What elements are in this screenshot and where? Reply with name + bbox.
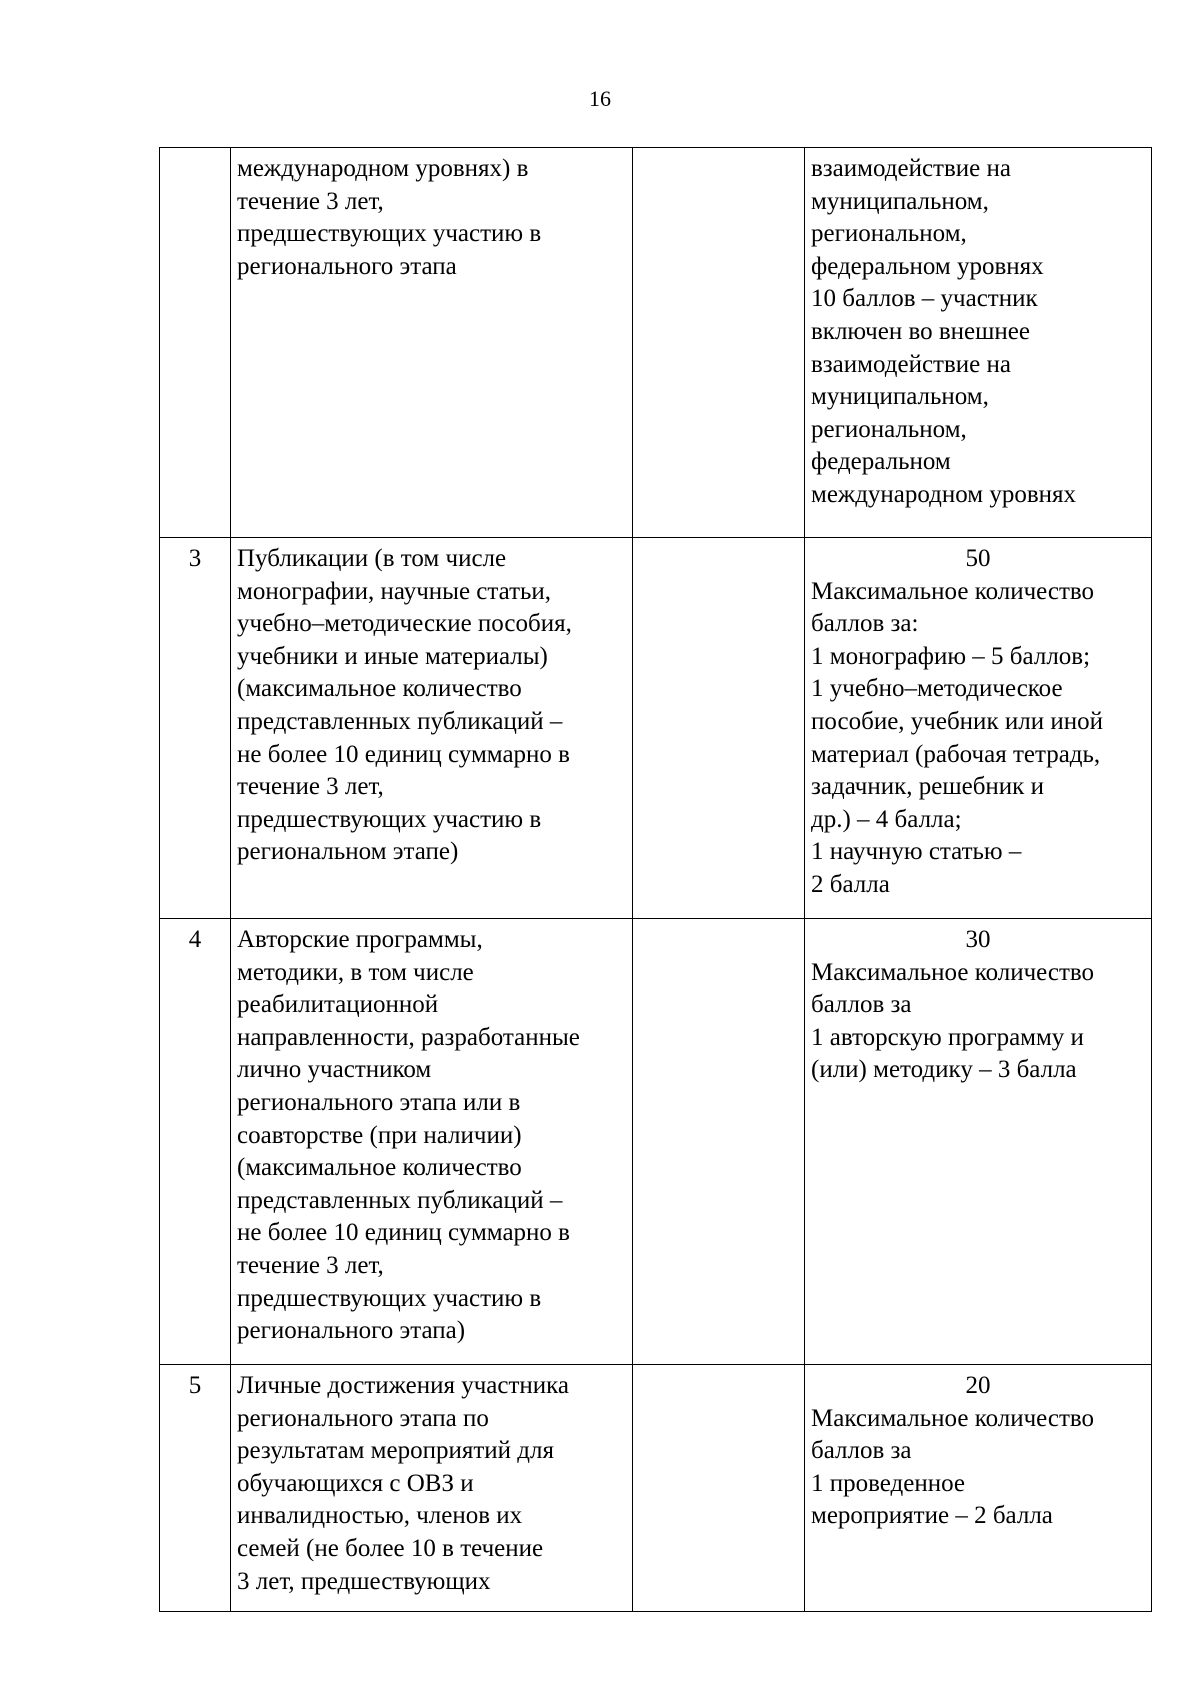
- score-description: взаимодействие на муниципальном, региональном, федеральном уровнях 10 баллов – участник включен во внешнее взаимодействие на муниципальном, региональном, федеральном международном уровнях: [811, 155, 1077, 508]
- score-value: 50: [965, 545, 991, 572]
- evidence-cell: [633, 1365, 805, 1612]
- score-cell: [805, 1365, 1152, 1612]
- evidence-cell: [633, 148, 805, 538]
- page-number: 16: [589, 86, 611, 111]
- score-cell: [805, 148, 1152, 538]
- table-row: [160, 148, 1152, 538]
- table-row: [160, 919, 1152, 1365]
- score-cell: [805, 919, 1152, 1365]
- criterion-text: Публикации (в том числе монографии, научные статьи, учебно–методические пособия, учебники и иные материалы) (максимальное количество представленных публикаций – не более 10 единиц суммарно в течение 3 лет, предшествующих участию в региональном этапе): [231, 538, 633, 919]
- evidence-cell: [633, 538, 805, 919]
- row-number: 5: [160, 1365, 231, 1612]
- score-description: Максимальное количество баллов за 1 проведенное мероприятие – 2 балла: [811, 1404, 1095, 1530]
- score-cell: [805, 538, 1152, 919]
- row-number: 3: [160, 538, 231, 919]
- criteria-table: [159, 147, 1152, 1612]
- score-description: Максимальное количество баллов за: 1 монографию – 5 баллов; 1 учебно–методическое пособие, учебник или иной материал (рабочая тетрадь, задачник, решебник и др.) – 4 балла; 1 научную статью – 2 балла: [811, 577, 1103, 898]
- table-row: [160, 1365, 1152, 1612]
- row-number: 4: [160, 919, 231, 1365]
- criterion-text: Авторские программы, методики, в том числе реабилитационной направленности, разработанные лично участником регионального этапа или в соавторстве (при наличии) (максимальное количество представленных публикаций – не более 10 единиц суммарно в течение 3 лет, предшествующих участию в регионального этапа): [231, 919, 633, 1365]
- score-value: 30: [965, 926, 991, 953]
- row-number: [160, 148, 231, 538]
- table-row: [160, 538, 1152, 919]
- score-value: 20: [965, 1372, 991, 1399]
- score-description: Максимальное количество баллов за 1 авторскую программу и (или) методику – 3 балла: [811, 958, 1095, 1084]
- evidence-cell: [633, 919, 805, 1365]
- criterion-text: международном уровнях) в течение 3 лет, предшествующих участию в регионального этапа: [231, 148, 633, 538]
- criterion-text: Личные достижения участника регионального этапа по результатам мероприятий для обучающихся с ОВЗ и инвалидностью, членов их семей (не более 10 в течение 3 лет, предшествующих: [231, 1365, 633, 1612]
